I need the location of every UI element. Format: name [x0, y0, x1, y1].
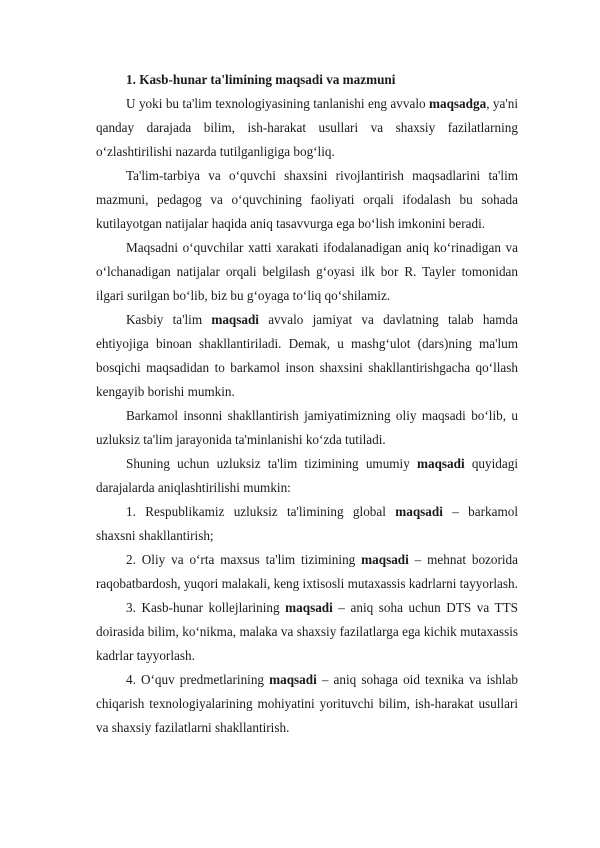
- paragraph-6: [96, 452, 518, 500]
- paragraph-1-text-end: , ya'ni qanday darajada bilim, ish-harakat usullari va shaxsiy fazilatlarning o‘zlashtirilishi nazarda tutilganligiga bog‘liq.: [96, 96, 518, 159]
- list-item-2-text: 2. Oliy va o‘rta maxsus ta'lim tizimining: [126, 552, 362, 567]
- paragraph-1-bold: maqsadga: [429, 96, 487, 111]
- paragraph-6-text: Shuning uchun uzluksiz ta'lim tizimining umumiy: [126, 456, 417, 471]
- list-item-3-bold: maqsadi: [285, 600, 333, 615]
- paragraph-4-bold: maqsadi: [211, 312, 259, 327]
- paragraph-4-text-end: avvalo jamiyat va davlatning talab hamda ehtiyojiga binoan shakllantiriladi. Demak, u mashg‘ulot (dars)ning ma'lum bosqichi maqsadidan to barkamol inson shaxsini shakllantirishgacha qo‘llash kengayib borishi mumkin.: [96, 312, 518, 399]
- list-item-2: [96, 548, 518, 596]
- paragraph-6-text-end: quyidagi darajalarda aniqlashtirilishi mumkin:: [96, 456, 518, 495]
- list-item-4: [96, 668, 518, 740]
- paragraph-3: Maqsadni o‘quvchilar xatti xarakati ifodalanadigan aniq ko‘rinadigan va o‘lchanadigan natijalar orqali belgilash g‘oyasi ilk bor R. Tayler tomonidan ilgari surilgan bo‘lib, biz bu g‘oyaga to‘liq qo‘shilamiz.: [96, 240, 518, 303]
- list-item-1: [96, 500, 518, 548]
- paragraph-1: [96, 92, 518, 164]
- section-heading: 1. Kasb-hunar ta'limining maqsadi va mazmuni: [126, 72, 396, 87]
- list-item-2-text-end: – mehnat bozorida raqobatbardosh, yuqori malakali, keng ixtisosli mutaxassis kadrlarni tayyorlash.: [96, 552, 519, 591]
- list-item-2-bold: maqsadi: [361, 552, 409, 567]
- list-item-1-bold: maqsadi: [395, 504, 443, 519]
- list-item-4-text-end: – aniq sohaga oid texnika va ishlab chiqarish texnologiyalarining mohiyatini yorituvchi bilim, ish-harakat usullari va shaxsiy fazilatlarni shakllantirish.: [96, 672, 518, 735]
- paragraph-2: Ta'lim-tarbiya va o‘quvchi shaxsini rivojlantirish maqsadlarini ta'lim mazmuni, pedagog va o‘quvchining faoliyati orqali ifodalash bu sohada kutilayotgan natijalar haqida aniq tasavvurga ega bo‘lish imkonini beradi.: [96, 168, 518, 231]
- list-item-4-text: 4. O‘quv predmetlarining: [126, 672, 270, 687]
- paragraph-1-text: U yoki bu ta'lim texnologiyasining tanlanishi eng avvalo: [126, 96, 430, 111]
- paragraph-4: [96, 308, 518, 404]
- paragraph-4-text: Kasbiy ta'lim: [126, 312, 212, 327]
- list-item-3-text-end: – aniq soha uchun DTS va TTS doirasida bilim, ko‘nikma, malaka va shaxsiy fazilatlarga ega kichik mutaxassis kadrlar tayyorlash.: [96, 600, 518, 663]
- list-item-4-bold: maqsadi: [269, 672, 317, 687]
- paragraph-6-bold: maqsadi: [417, 456, 465, 471]
- document-body: [96, 68, 518, 740]
- list-item-1-text: 1. Respublikamiz uzluksiz ta'limining global: [126, 504, 396, 519]
- paragraph-5: Barkamol insonni shakllantirish jamiyatimizning oliy maqsadi bo‘lib, u uzluksiz ta'lim jarayonida ta'minlanishi ko‘zda tutiladi.: [96, 408, 518, 447]
- list-item-3: [96, 596, 518, 668]
- list-item-1-text-end: – barkamol shaxsni shakllantirish;: [96, 504, 518, 543]
- list-item-3-text: 3. Kasb-hunar kollejlarining: [126, 600, 286, 615]
